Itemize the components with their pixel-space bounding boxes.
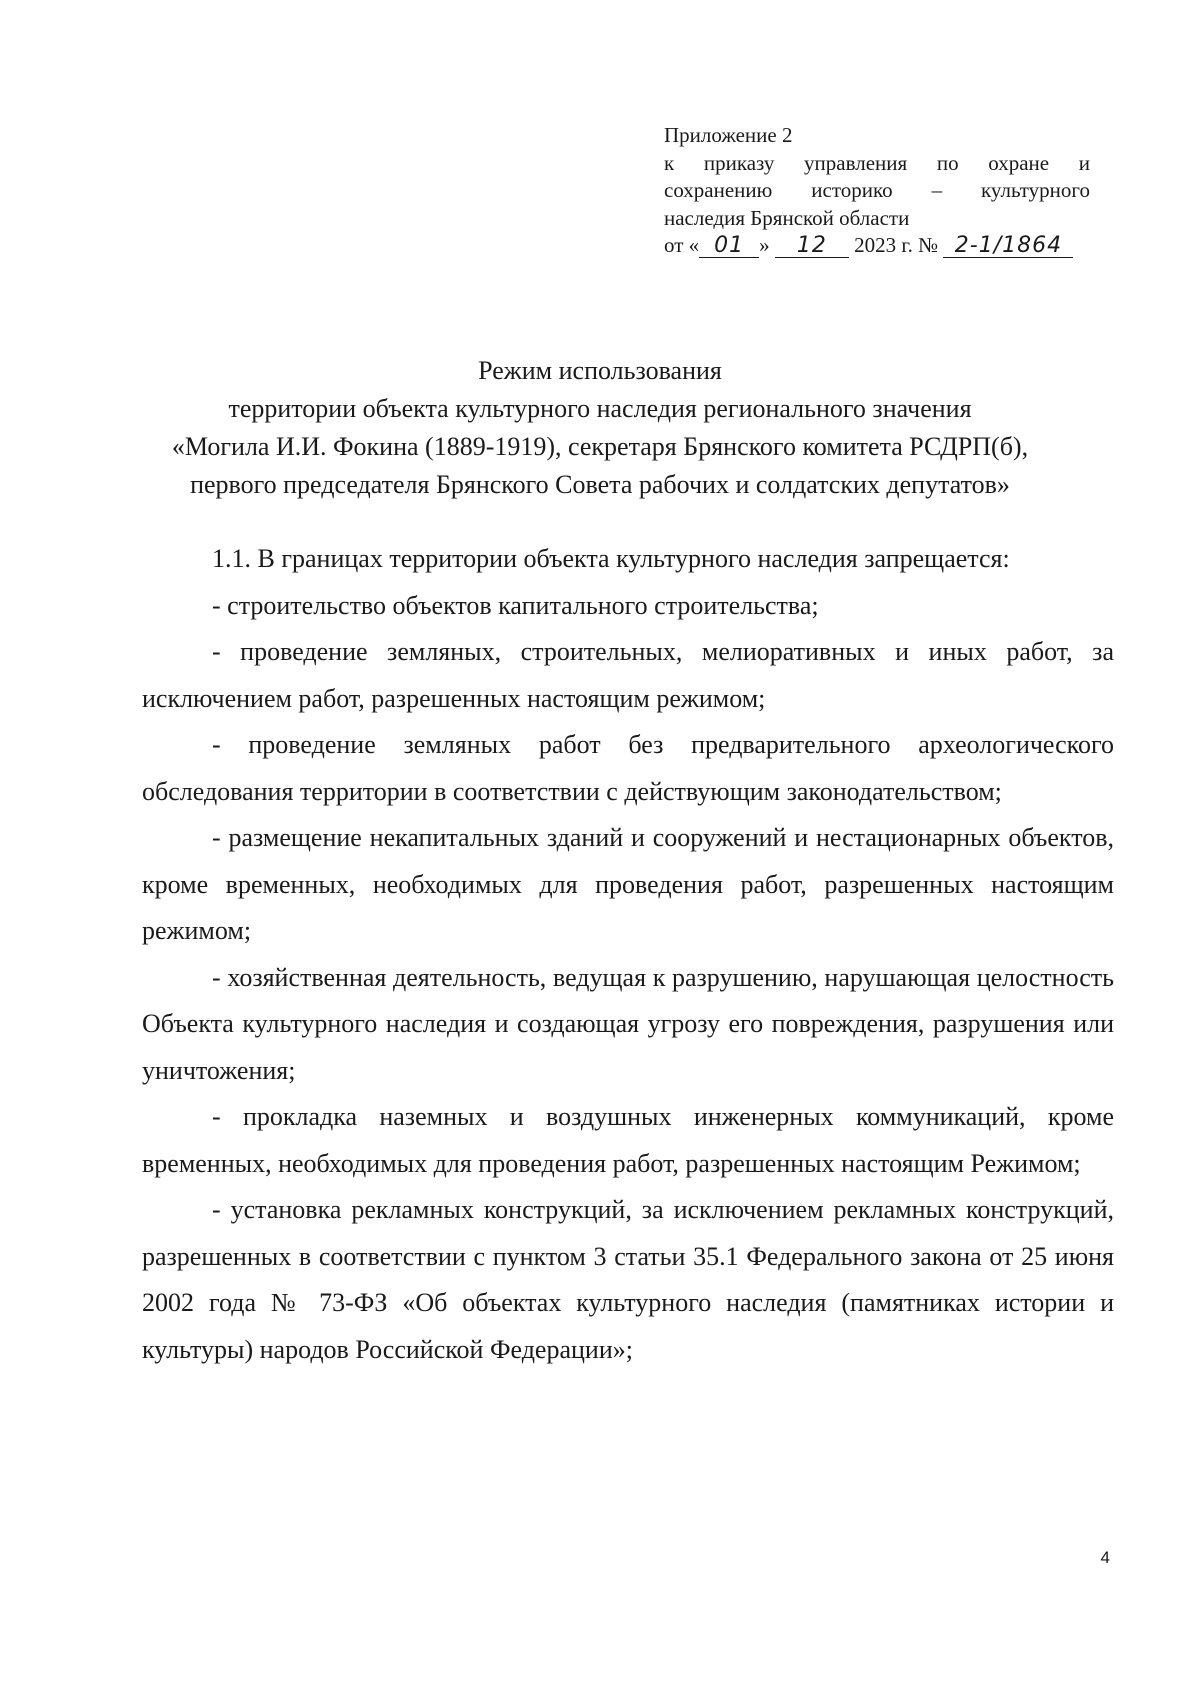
document-title (100, 352, 1100, 504)
handwritten-month: 12 (775, 235, 849, 258)
page-number: 4 (1100, 1548, 1110, 1567)
title-line-2: территории объекта культурного наследия регионального значения (228, 394, 972, 423)
appendix-date-line (664, 232, 1090, 260)
list-item-archaeological-survey: - проведение земляных работ без предварительного археологического обследования территории в соответствии с действующим законодательством; (142, 730, 1114, 806)
list-item-utilities: - прокладка наземных и воздушных инженерных коммуникаций, кроме временных, необходимых для проведения работ, разрешенных настоящим Режимом; (142, 1102, 1114, 1178)
appendix-department-line: сохранению историко – культурного (664, 178, 1090, 202)
list-item-economic-activity: - хозяйственная деятельность, ведущая к разрушению, нарушающая целостность Объекта культурного наследия и создающая угрозу его повреждения, разрушения или уничтожения; (142, 962, 1114, 1085)
paragraph-intro: 1.1. В границах территории объекта культурного наследия запрещается: (212, 544, 1010, 573)
appendix-label: Приложение 2 (664, 123, 793, 147)
handwritten-day: 01 (699, 235, 759, 258)
title-line-4: первого председателя Брянского Совета рабочих и солдатских депутатов» (190, 470, 1010, 499)
title-line-3: «Могила И.И. Фокина (1889-1919), секретаря Брянского комитета РСДРП(б), (171, 432, 1029, 461)
handwritten-order-number: 2-1/1864 (943, 235, 1073, 258)
appendix-region-line: наследия Брянской области (664, 205, 910, 230)
date-year: 2023 г. № (854, 233, 939, 257)
list-item-temporary-buildings: - размещение некапитальных зданий и сооружений и нестационарных объектов, кроме временных, необходимых для проведения работ, разрешенных настоящим режимом; (142, 823, 1114, 945)
list-item-capital-construction: - строительство объектов капитального строительства; (212, 590, 819, 620)
list-item-earthworks: - проведение земляных, строительных, мелиоративных и иных работ, за исключением работ, разрешенных настоящим режимом; (142, 637, 1114, 713)
appendix-order-line: к приказу управления по охране и (664, 150, 1090, 175)
list-item-advertising: - установка рекламных конструкций, за исключением рекламных конструкций, разрешенных в соответствии с пунктом 3 статьи 35.1 Федерального закона от 25 июня 2002 года № 73-ФЗ «Об объектах культурного наследия (памятниках истории и культуры) народов Российской Федерации»; (142, 1195, 1114, 1364)
date-separator: » (759, 233, 770, 257)
title-line-1: Режим использования (478, 356, 722, 385)
appendix-header (664, 122, 1090, 260)
date-prefix: от « (664, 233, 700, 257)
document-body (142, 536, 1114, 1373)
